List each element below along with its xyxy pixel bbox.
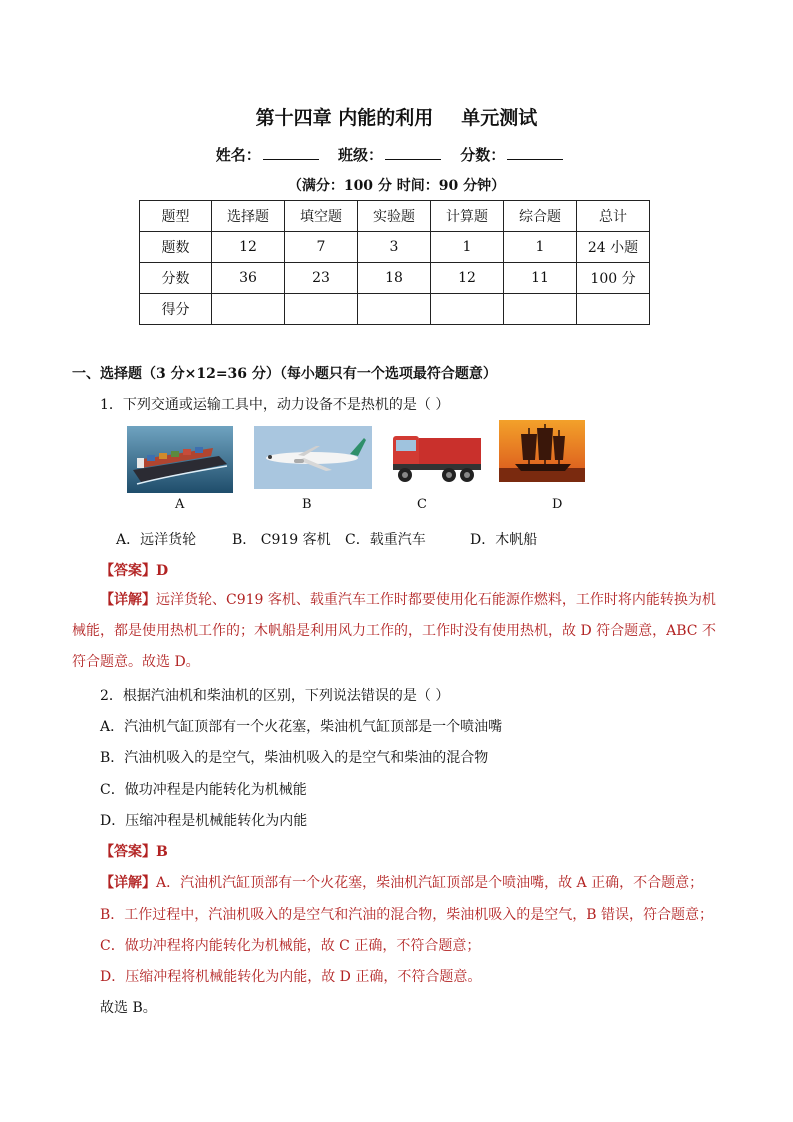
answer-1 [100,560,168,580]
option-c: C．做功冲程是内能转化为机械能 [100,782,307,798]
table-cell: 11 [504,263,577,294]
option-c: C．载重汽车 [345,532,426,548]
option-d: D．木帆船 [470,532,538,548]
answer-label: 【答案】 [100,844,156,860]
score-blank [507,144,563,160]
table-cell: 18 [358,263,431,294]
table-cell [577,294,650,325]
table-cell: 1 [504,232,577,263]
table-cell: 总计 [577,201,650,232]
question-2-stem: 2．根据汽油机和柴油机的区别，下列说法错误的是（ ） [100,688,450,704]
dump-truck-image [387,428,486,487]
section-heading: 一、选择题（3 分×12=36 分）（每小题只有一个选项最符合题意） [72,366,497,382]
table-cell [358,294,431,325]
table-cell: 12 [431,263,504,294]
image-label: C [417,497,427,512]
answer-value: B [156,844,168,860]
answer-value: D [156,563,169,579]
detail-text: 远洋货轮、C919 客机、载重汽车工作时都要使用化石能源作燃料，工作时将内能转换为机械能，都是使用热机工作的；木帆船是利用风力工作的，工作时没有使用热机，故 D 符合题意，ABC 不符合题意。故选 D。 [72,592,716,670]
detail-2-line-c: C．做功冲程将内能转化为机械能，故 C 正确，不符合题意； [100,938,481,954]
table-row [140,263,650,294]
table-cell: 24 小题 [577,232,650,263]
table-cell [285,294,358,325]
image-label: D [552,497,563,512]
student-info-line [0,144,793,165]
option-b: B．汽油机吸入的是空气，柴油机吸入的是空气和柴油的混合物 [100,750,489,766]
detail-label: 【详解】 [100,875,156,891]
table-cell: 题型 [140,201,212,232]
name-blank [263,144,319,160]
page-title [0,103,793,130]
table-cell: 100 分 [577,263,650,294]
detail-text: A．汽油机汽缸顶部有一个火花塞，柴油机汽缸顶部是个喷油嘴，故 A 正确，不合题意； [156,875,704,891]
table-cell: 得分 [140,294,212,325]
airplane-image [254,426,372,489]
detail-2-line-a [100,872,703,892]
name-label: 姓名： [215,146,261,164]
table-cell: 实验题 [358,201,431,232]
option-a: A．汽油机气缸顶部有一个火花塞，柴油机气缸顶部是一个喷油嘴 [100,719,503,735]
answer-label: 【答案】 [100,563,156,579]
table-cell [504,294,577,325]
conclusion-2: 故选 B。 [100,1000,157,1016]
cargo-ship-image [127,426,233,493]
class-label: 班级： [337,146,383,164]
table-cell: 1 [431,232,504,263]
option-d: D．压缩冲程是机械能转化为内能 [100,813,308,829]
table-cell: 分数 [140,263,212,294]
detail-1 [72,585,724,678]
table-cell: 题数 [140,232,212,263]
question-1-stem: 1．下列交通或运输工具中，动力设备不是热机的是（ ） [100,397,450,413]
title-part1: 第十四章 内能的利用 [255,107,434,129]
table-cell: 12 [212,232,285,263]
table-cell [212,294,285,325]
table-cell: 综合题 [504,201,577,232]
score-label: 分数： [460,146,506,164]
sailing-ship-image [499,420,585,482]
table-cell: 36 [212,263,285,294]
table-row [140,294,650,325]
detail-2-line-b: B．工作过程中，汽油机吸入的是空气和汽油的混合物，柴油机吸入的是空气，B 错误，符合题意； [100,907,714,923]
table-row [140,232,650,263]
score-table [139,200,650,325]
table-cell: 选择题 [212,201,285,232]
class-blank [385,144,441,160]
title-part2: 单元测试 [461,107,538,129]
table-cell: 填空题 [285,201,358,232]
option-b: B． C919 客机 [232,532,331,548]
table-row [140,201,650,232]
table-cell: 7 [285,232,358,263]
table-cell: 23 [285,263,358,294]
table-cell: 3 [358,232,431,263]
image-label: B [302,497,312,512]
table-cell [431,294,504,325]
option-a: A．远洋货轮 [116,532,197,548]
table-cell: 计算题 [431,201,504,232]
image-label: A [175,497,185,512]
detail-2-line-d: D．压缩冲程将机械能转化为内能，故 D 正确，不符合题意。 [100,969,482,985]
exam-subtitle: （满分：100 分 时间：90 分钟） [287,178,506,194]
answer-2 [100,841,168,861]
detail-label: 【详解】 [100,592,156,608]
